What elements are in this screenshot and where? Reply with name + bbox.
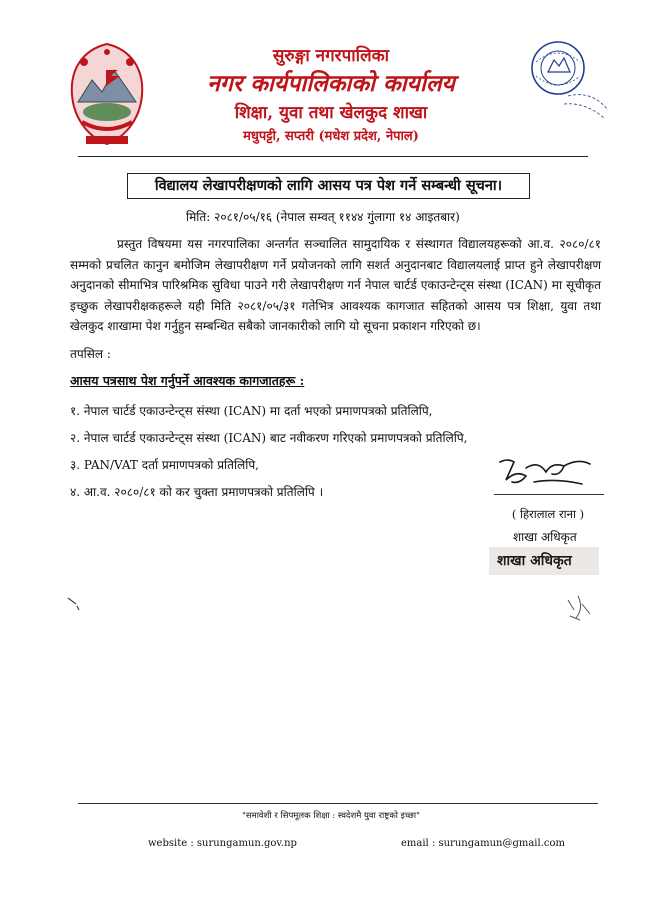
header-divider: [78, 156, 588, 157]
footer-motto: "समावेशी र सिपमूलक शिक्षा : स्वदेशमै युवा राष्ट्रको इच्छा": [241, 811, 421, 821]
signature-line: [494, 494, 604, 495]
list-item: ४. आ.व. २०८०/८१ को कर चुक्ता प्रमाणपत्रको प्रतिलिपि ।: [70, 485, 324, 499]
list-item: ३. PAN/VAT दर्ता प्रमाणपत्रको प्रतिलिपि,: [70, 458, 259, 472]
footer-website: website : surungamun.gov.np: [148, 838, 297, 849]
footer-email: email : surungamun@gmail.com: [401, 838, 565, 849]
office-name: नगर कार्यपालिकाको कार्यालय: [207, 70, 455, 97]
municipality-name: सुरुङ्गा नगरपालिका: [272, 46, 390, 66]
list-item: २. नेपाल चार्टर्ड एकाउन्टेन्ट्स संस्था (ICAN) बाट नवीकरण गरिएको प्रमाणपत्रको प्रतिलिपि,: [70, 431, 468, 445]
post-stamp: शाखा अधिकृत: [489, 547, 599, 575]
notice-date: मिति: २०८१/०५/१६ (नेपाल सम्वत् ११४४ गुंलागा १४ आइतबार): [186, 210, 460, 224]
signatory-name: ( हिरालाल राना ): [511, 507, 585, 521]
signatory-post: शाखा अधिकृत: [513, 530, 577, 544]
annex-label: तपसिल :: [70, 347, 111, 361]
office-address: मधुपट्टी, सप्तरी (मधेश प्रदेश, नेपाल): [243, 129, 419, 144]
notice-body: प्रस्तुत विषयमा यस नगरपालिका अन्तर्गत सञ्चालित सामुदायिक र संस्थागत विद्यालयहरूको आ.व. २०८०/८१ सम्मको प्रचलित कानुन बमोजिम लेखापरीक्षण गर्ने प्रयोजनको लागि सशर्त अनुदानबाट विद्यालयलाई प्राप्त हुने लेखापरीक्षण अनुदानको सीमाभित्र पारिश्रमिक सुविधा पाउने गरी लेखापरीक्षण गर्न नेपाल चार्टर्ड एकाउन्टेन्ट्स संस्था (ICAN) मा सूचीकृत इच्छुक लेखापरीक्षकहरूले यही मिति २०८१/०५/३१ गतेभित्र आवश्यक कागजात सहितको आसय पत्र शिक्षा, युवा तथा खेलकुद शाखामा पेश गर्नुहुन सम्बन्धित सबैको जानकारीको लागि यो सूचना प्रकाशन गरिएको छ।: [70, 237, 601, 333]
documents-heading: आसय पत्रसाथ पेश गर्नुपर्ने आवश्यक कागजातहरू :: [70, 373, 305, 388]
list-item: १. नेपाल चार्टर्ड एकाउन्टेन्ट्स संस्था (ICAN) मा दर्ता भएको प्रमाणपत्रको प्रतिलिपि,: [70, 404, 433, 418]
notice-title: विद्यालय लेखापरीक्षणको लागि आसय पत्र पेश गर्ने सम्बन्धी सूचना।: [127, 173, 530, 199]
footer-divider: [78, 803, 598, 804]
stray-mark-icon: [560, 590, 596, 626]
branch-name: शिक्षा, युवा तथा खेलकुद शाखा: [234, 103, 428, 123]
handwritten-signature: [486, 452, 600, 492]
stray-mark-icon: [64, 594, 84, 614]
